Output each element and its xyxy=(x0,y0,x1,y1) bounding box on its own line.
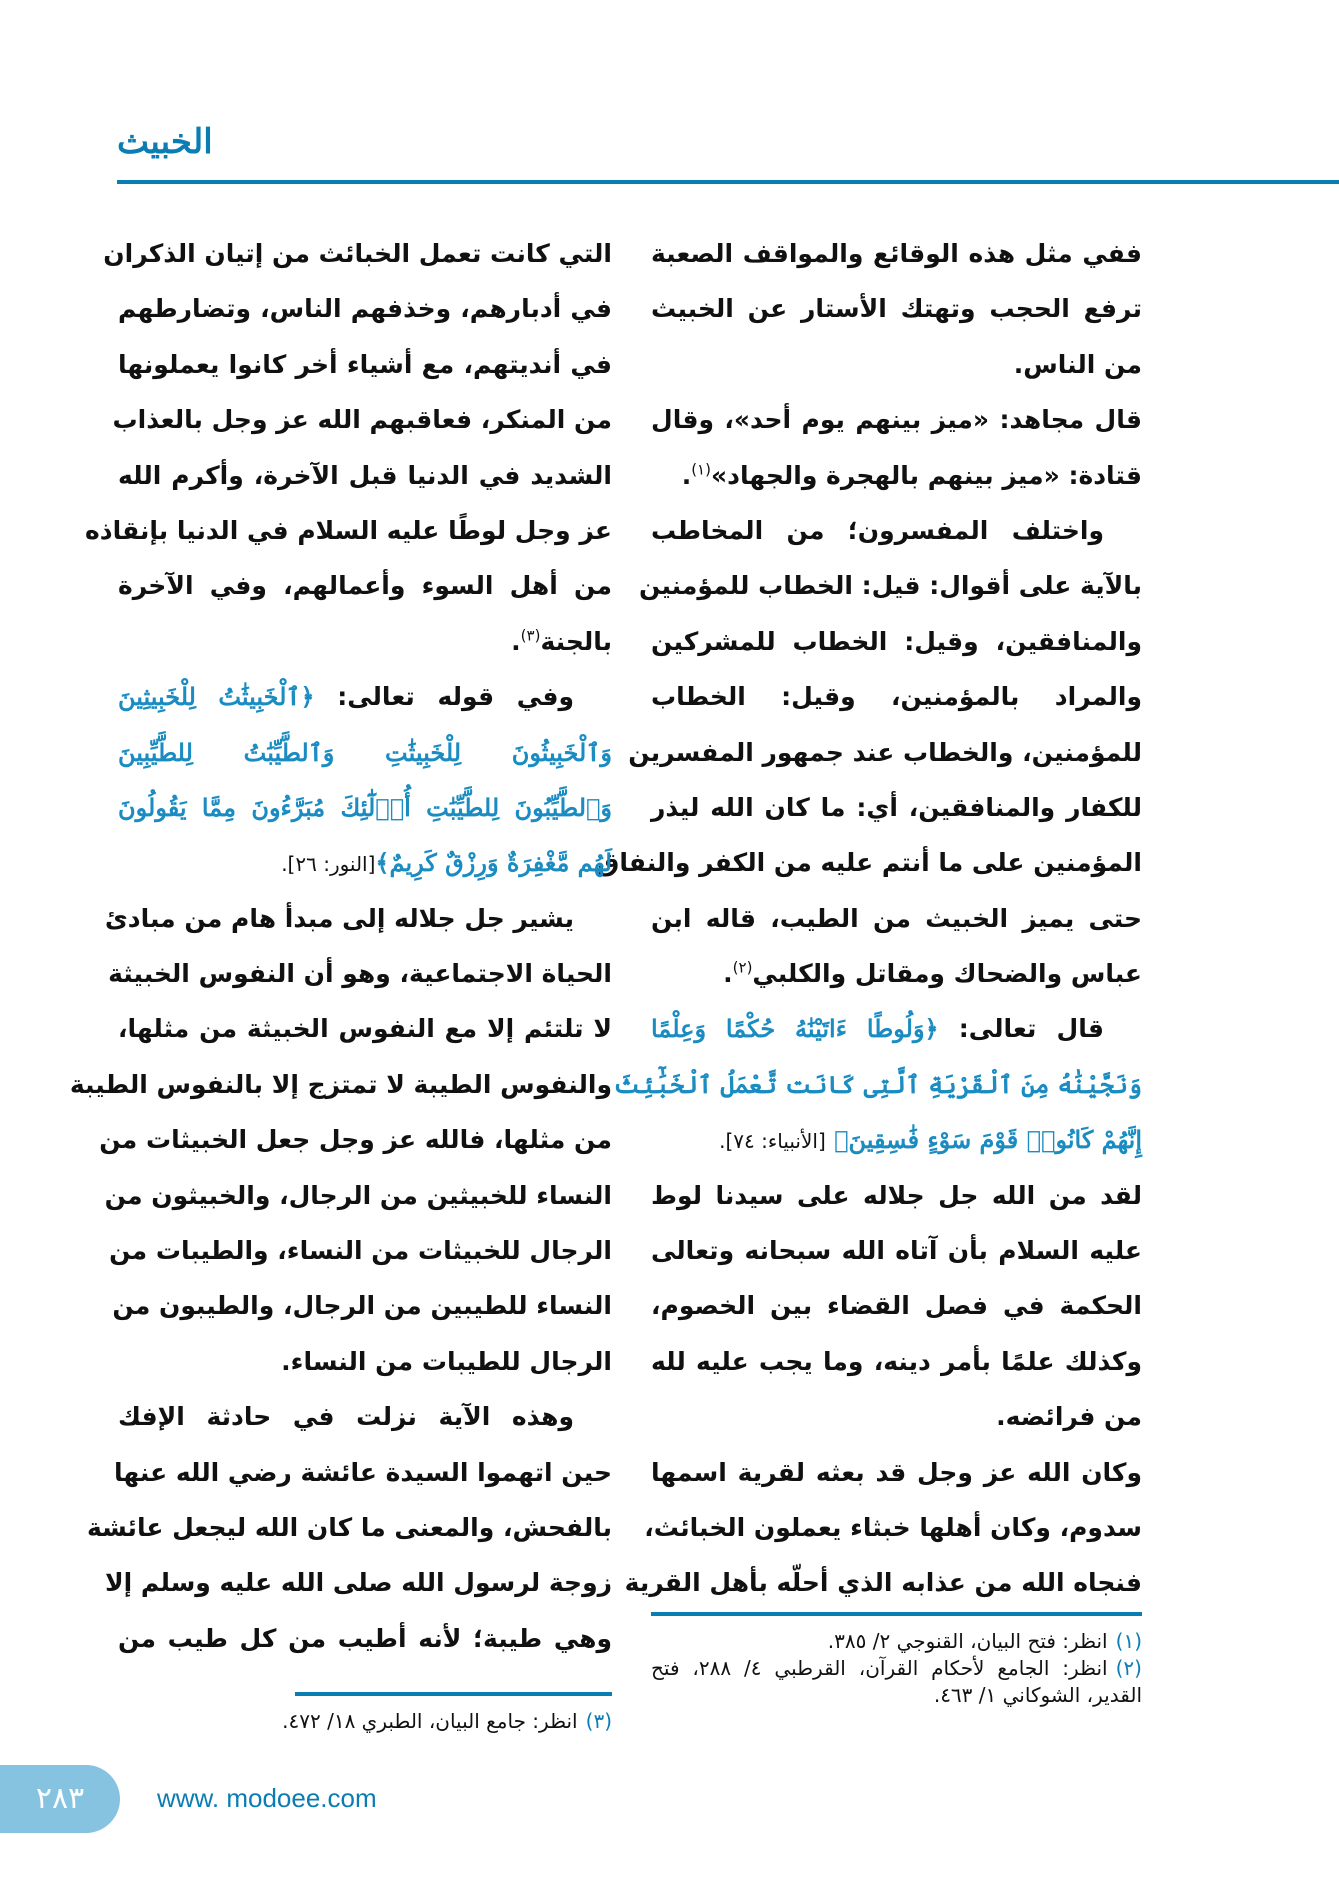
text-line xyxy=(118,1389,612,1444)
body-text: عباس والضحاك ومقاتل والكلبي xyxy=(752,959,1142,989)
footnotes-left xyxy=(180,1708,612,1735)
running-header-title: الخبيث xyxy=(117,122,213,162)
text-line xyxy=(118,448,612,503)
body-text: من الناس. xyxy=(1013,349,1142,379)
footnote-separator-right xyxy=(651,1612,1142,1616)
text-line xyxy=(651,392,1142,447)
body-text: ففي مثل هذه الوقائع والمواقف الصعبة xyxy=(651,239,1142,268)
quran-verse: وَٱلطَّيِّبُونَ لِلطَّيِّبَٰتِ أُو۟لَٰٓئِكَ مُبَرَّءُونَ مِمَّا يَقُولُونَ xyxy=(118,792,612,822)
body-text: المؤمنين على ما أنتم عليه من الكفر والنفاق xyxy=(596,848,1142,878)
text-line xyxy=(99,1112,612,1167)
body-text: الحياة الاجتماعية، وهو أن النفوس الخبيثة xyxy=(108,959,612,989)
text-line xyxy=(118,1001,612,1056)
text-line xyxy=(624,1555,1142,1610)
text-line xyxy=(118,725,612,780)
body-text: التي كانت تعمل الخبائث من إتيان الذكران xyxy=(103,239,612,268)
body-text: في أدبارهم، وخذفهم الناس، وتضارطهم xyxy=(118,294,612,324)
text-line xyxy=(118,1334,612,1389)
verse-reference: [النور: ٢٦]. xyxy=(281,852,376,877)
text-line xyxy=(118,780,612,835)
text-line xyxy=(118,281,612,336)
text-line xyxy=(638,558,1142,613)
text-line xyxy=(651,448,1142,503)
body-text: لقد من الله جل جلاله على سيدنا لوط xyxy=(651,1180,1142,1210)
body-text: وكذلك علمًا بأمر دينه، وما يجب عليه لله xyxy=(651,1346,1142,1376)
body-text: وفي قوله تعالى: xyxy=(314,682,574,712)
page-number: ٢٨٣ xyxy=(0,1765,120,1833)
text-line xyxy=(105,1555,612,1610)
body-text: لا تلتئم إلا مع النفوس الخبيثة من مثلها، xyxy=(118,1014,612,1044)
quran-verse: ﴿وَلُوطًا ءَاتَيْنَٰهُ حُكْمًا وَعِلْمًا xyxy=(651,1014,939,1044)
footnote-separator-left xyxy=(295,1692,612,1696)
verse-reference: [الأنبياء: ٧٤]. xyxy=(719,1129,826,1154)
footnote-marker: (٣) xyxy=(520,626,541,645)
body-text: . xyxy=(681,460,692,490)
body-text: والمراد بالمؤمنين، وقيل: الخطاب xyxy=(651,682,1142,712)
body-text: والنفوس الطيبة لا تمتزج إلا بالنفوس الطيبة xyxy=(69,1069,612,1099)
body-text: قال مجاهد: «ميز بينهم يوم أحد»، وقال xyxy=(651,405,1142,435)
text-line xyxy=(109,1223,612,1278)
quran-verse: ﴿ٱلْخَبِيثَٰتُ لِلْخَبِيثِينَ xyxy=(118,682,315,712)
text-line xyxy=(118,558,612,613)
text-line xyxy=(651,1445,1142,1500)
text-line xyxy=(118,669,612,724)
body-text: للمؤمنين، والخطاب عند جمهور المفسرين xyxy=(628,737,1142,767)
body-text: . xyxy=(511,626,521,656)
text-line xyxy=(103,226,612,281)
text-line xyxy=(118,337,612,392)
body-text: حين اتهموا السيدة عائشة رضي الله عنها xyxy=(114,1457,612,1487)
body-text: الشديد في الدنيا قبل الآخرة، وأكرم الله xyxy=(118,460,612,490)
body-text: والمنافقين، وقيل: الخطاب للمشركين xyxy=(651,626,1142,656)
text-line xyxy=(112,392,612,447)
text-line xyxy=(108,946,612,1001)
body-text: قال تعالى: xyxy=(938,1014,1104,1044)
body-text: الرجال للخبيثات من النساء، والطيبات من xyxy=(109,1236,612,1266)
left-column xyxy=(69,226,612,1666)
text-line xyxy=(69,1057,612,1112)
footnotes-right xyxy=(651,1628,1142,1709)
text-line xyxy=(651,1001,1142,1056)
body-text: الرجال للطيبات من النساء. xyxy=(281,1346,612,1376)
text-line xyxy=(651,614,1142,669)
footnote-marker: (٢) xyxy=(732,958,753,977)
body-text: زوجة لرسول الله صلى الله عليه وسلم إلا xyxy=(105,1568,612,1598)
body-text: وهي طيبة؛ لأنه أطيب من كل طيب من xyxy=(118,1623,612,1653)
text-line xyxy=(651,226,1142,281)
body-text: من المنكر، فعاقبهم الله عز وجل بالعذاب xyxy=(112,405,612,435)
text-line xyxy=(651,503,1142,558)
text-line xyxy=(596,835,1142,890)
footnote: (٢)انظر: الجامع لأحكام القرآن، القرطبي ٤/ ٢٨٨، فتح القدير، الشوكاني ١/ ٤٦٣. xyxy=(651,1656,1142,1707)
text-line xyxy=(118,1611,612,1666)
text-line xyxy=(651,669,1142,724)
body-text: بالجنة xyxy=(540,626,612,656)
quran-verse: إِنَّهُمْ كَانُوا۟ قَوْمَ سَوْءٍ فَٰسِقِينَ﴾ xyxy=(825,1125,1142,1155)
text-line xyxy=(112,1278,612,1333)
text-line xyxy=(651,1389,1142,1444)
body-text: من مثلها، فالله عز وجل جعل الخبيثات من xyxy=(99,1125,612,1155)
text-line xyxy=(651,1278,1142,1333)
text-line xyxy=(86,1500,612,1555)
body-text: قتادة: «ميز بينهم بالهجرة والجهاد» xyxy=(710,460,1142,490)
body-text: فنجاه الله من عذابه الذي أحلّه بأهل القرية xyxy=(624,1568,1142,1598)
body-text: من أهل السوء وأعمالهم، وفي الآخرة xyxy=(118,571,612,601)
text-line xyxy=(118,835,612,890)
footnote: (١)انظر: فتح البيان، القنوجي ٢/ ٣٨٥. xyxy=(827,1629,1142,1653)
body-text: سدوم، وكان أهلها خبثاء يعملون الخبائث، xyxy=(644,1512,1142,1542)
text-line xyxy=(651,1334,1142,1389)
body-text: واختلف المفسرون؛ من المخاطب xyxy=(651,515,1104,545)
body-text: وكان الله عز وجل قد بعثه لقرية اسمها xyxy=(651,1457,1142,1487)
body-text: بالفحش، والمعنى ما كان الله ليجعل عائشة xyxy=(86,1512,612,1542)
footnote-marker: (١) xyxy=(691,460,711,479)
text-line xyxy=(118,614,612,669)
text-line xyxy=(85,503,612,558)
body-text: النساء للخبيثين من الرجال، والخبيثون من xyxy=(104,1180,612,1210)
text-line xyxy=(651,1223,1142,1278)
footnote: (٣)انظر: جامع البيان، الطبري ١٨/ ٤٧٢. xyxy=(282,1709,612,1733)
text-line xyxy=(644,1500,1142,1555)
body-text: في أنديتهم، مع أشياء أخر كانوا يعملونها xyxy=(118,349,612,379)
body-text: عليه السلام بأن آتاه الله سبحانه وتعالى xyxy=(651,1236,1142,1266)
body-text: الحكمة في فصل القضاء بين الخصوم، xyxy=(651,1291,1142,1321)
body-text: للكفار والمنافقين، أي: ما كان الله ليذر xyxy=(651,792,1142,822)
body-text: عز وجل لوطًا عليه السلام في الدنيا بإنقاذه xyxy=(85,515,612,545)
quran-verse: وَٱلْخَبِيثُونَ لِلْخَبِيثَٰتِ وَٱلطَّيِّبَٰتُ لِلطَّيِّبِينَ xyxy=(118,737,612,767)
body-text: من فرائضه. xyxy=(996,1402,1142,1432)
text-line xyxy=(613,1057,1142,1112)
quran-verse: لَهُم مَّغْفِرَةٌ وَرِزْقٌ كَرِيمٌ﴾ xyxy=(375,848,612,878)
text-line xyxy=(651,281,1142,336)
body-text: وهذه الآية نزلت في حادثة الإفك xyxy=(118,1402,574,1432)
text-line xyxy=(628,725,1142,780)
body-text: النساء للطيبين من الرجال، والطيبون من xyxy=(112,1291,612,1321)
right-column xyxy=(596,226,1142,1611)
body-text: يشير جل جلاله إلى مبدأ هام من مبادئ xyxy=(104,903,574,933)
text-line xyxy=(104,891,612,946)
text-line xyxy=(104,1168,612,1223)
body-text: . xyxy=(723,959,733,989)
quran-verse: وَنَجَّيْنَٰهُ مِنَ ٱلْقَرْيَةِ ٱلَّتِى كَانَت تَّعْمَلُ ٱلْخَبَٰٓئِثَ xyxy=(613,1069,1142,1099)
text-line xyxy=(651,1168,1142,1223)
body-text: حتى يميز الخبيث من الطيب، قاله ابن xyxy=(651,903,1142,933)
text-line xyxy=(114,1445,612,1500)
text-line xyxy=(651,891,1142,946)
text-line xyxy=(651,946,1142,1001)
header-rule xyxy=(117,180,1339,184)
website-link[interactable]: www. modoee.com xyxy=(157,1783,377,1813)
body-text: ترفع الحجب وتهتك الأستار عن الخبيث xyxy=(651,294,1142,324)
text-line xyxy=(651,1112,1142,1167)
body-text: بالآية على أقوال: قيل: الخطاب للمؤمنين xyxy=(638,571,1142,601)
text-line xyxy=(651,337,1142,392)
text-line xyxy=(651,780,1142,835)
